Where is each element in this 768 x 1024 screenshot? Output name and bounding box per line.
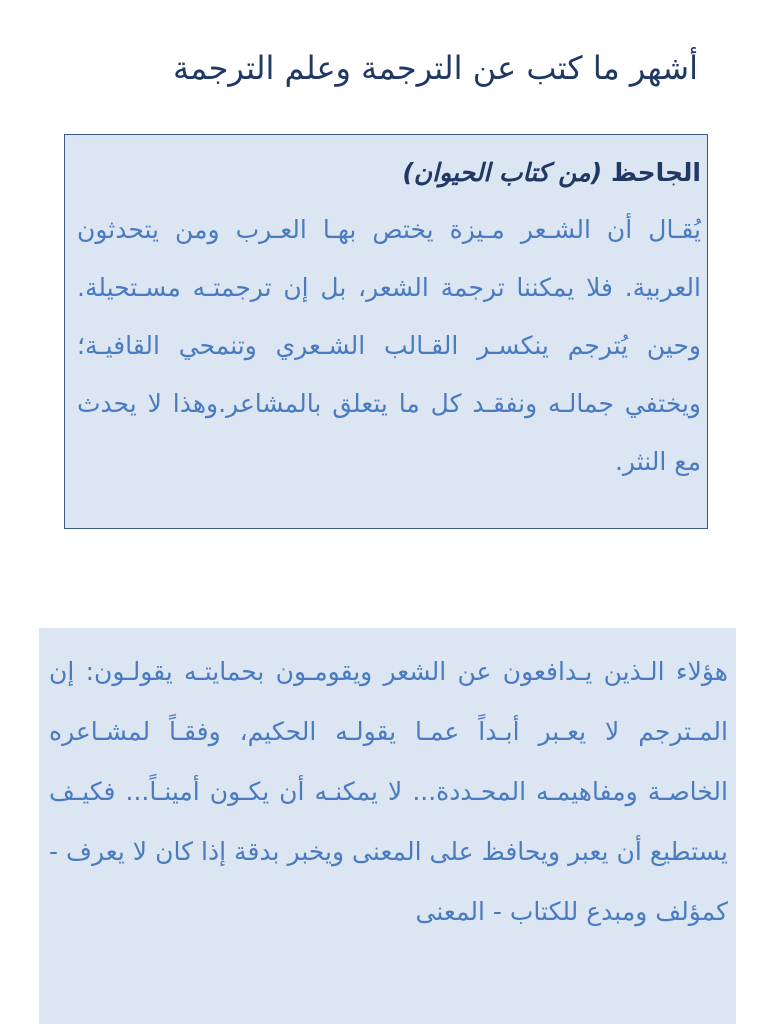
quote-text: يُقـال أن الشـعر مـيزة يختص بهـا العـرب ومن يتحدثون العربية. فلا يمكننا ترجمة الشعر، بل إن ترجمتـه مسـتحيلة. وحين يُترجم ينكسـر القـالب الشـعري وتنمحي القافيـة؛ ويختفي جمالـه ونفقـد كل ما يتعلق بالمشاعر.وهذا لا يحدث مع النثر. <box>77 215 701 476</box>
quote-heading <box>77 153 701 193</box>
quote-source: (من كتاب الحيوان) <box>402 158 603 187</box>
slide-title: أشهر ما كتب عن الترجمة وعلم الترجمة <box>172 49 698 87</box>
defenders-quote-text: هؤلاء الـذين يـدافعون عن الشعر ويقومـون بحمايتـه يقولـون: إن المـترجم لا يعـبر أبـداً عمـا يقولـه الحكيم، وفقـاً لمشـاعره الخاصـة ومفاهيمـه المحـددة... لا يمكنـه أن يكـون أمينـاً... فكيـف يستطيع أن يعبر ويحافظ على المعنى ويخبر بدقة إذا كان لا يعرف - كمؤلف ومبدع للكتاب - المعنى <box>49 657 728 926</box>
quote-author: الجاحظ <box>610 158 701 187</box>
defenders-quote-box <box>39 628 736 1024</box>
jahiz-quote-box <box>64 134 708 529</box>
